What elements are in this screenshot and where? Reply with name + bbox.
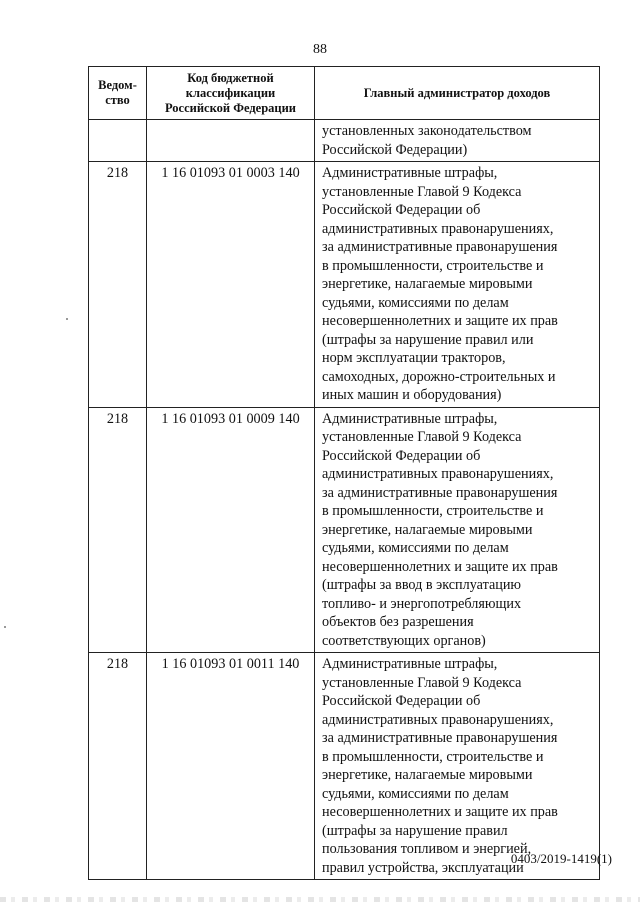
description-line: правил устройства, эксплуатации <box>322 859 524 876</box>
header-code-line: Код бюджетной <box>187 70 274 85</box>
description-line: Административные штрафы, <box>322 656 498 672</box>
scan-speck <box>4 626 6 628</box>
description-line: топливо- и энергопотребляющих <box>322 595 522 612</box>
table-header-row <box>89 67 600 120</box>
dept-cell <box>89 120 147 162</box>
description-line: административных правонарушениях, <box>322 466 554 482</box>
description-line: судьями, комиссиями по делам <box>322 785 509 802</box>
administrator-description-cell <box>315 407 600 653</box>
description-line: энергетике, налагаемые мировыми <box>322 521 533 538</box>
description-line: (штрафы за нарушение правил <box>322 822 508 839</box>
description-line: пользования топливом и энергией, <box>322 841 532 857</box>
description-line: судьями, комиссиями по делам <box>322 540 509 556</box>
table-row <box>89 120 600 162</box>
description-line: самоходных, дорожно-строительных и <box>322 368 556 385</box>
header-code <box>147 67 315 120</box>
table-row <box>89 407 600 653</box>
dept-cell: 218 <box>89 162 147 408</box>
description-line: установленные Главой 9 Кодекса <box>322 183 522 200</box>
description-line: за административные правонарушения <box>322 730 558 746</box>
description-line: соответствующих органов) <box>322 632 486 649</box>
header-dept <box>89 67 147 120</box>
description-line: Административные штрафы, <box>322 410 498 427</box>
budget-code-cell: 1 16 01093 01 0011 140 <box>147 653 315 880</box>
description-line: Административные штрафы, <box>322 165 498 181</box>
header-code-line: классификации <box>185 85 276 100</box>
scan-speck <box>66 318 68 320</box>
description-line: в промышленности, строительстве и <box>322 748 544 765</box>
description-line: несовершеннолетних и защите их прав <box>322 804 558 820</box>
administrator-description-cell <box>315 162 600 408</box>
page-number: 88 <box>313 42 327 57</box>
description-line: за административные правонарушения <box>322 484 558 501</box>
description-line: в промышленности, строительстве и <box>322 257 544 274</box>
administrator-description-cell <box>315 120 600 162</box>
description-line: установленные Главой 9 Кодекса <box>322 674 522 691</box>
table-row <box>89 653 600 880</box>
description-line: в промышленности, строительстве и <box>322 503 544 519</box>
dept-cell: 218 <box>89 653 147 880</box>
description-line: установленные Главой 9 Кодекса <box>322 429 522 445</box>
description-line: несовершеннолетних и защите их прав <box>322 558 558 575</box>
budget-code-cell <box>147 120 315 162</box>
document-code: 0403/2019-1419(1) <box>510 851 612 866</box>
description-line: Российской Федерации об <box>322 693 481 709</box>
scan-artifact-band <box>0 897 640 902</box>
description-line: административных правонарушениях, <box>322 711 554 728</box>
description-line: (штрафы за нарушение правил или <box>322 331 534 348</box>
table-row <box>89 162 600 408</box>
header-dept-line: ство <box>105 93 130 107</box>
description-line: объектов без разрешения <box>322 614 474 630</box>
description-line: энергетике, налагаемые мировыми <box>322 276 533 292</box>
description-line: (штрафы за ввод в эксплуатацию <box>322 577 522 593</box>
description-line: несовершеннолетних и защите их прав <box>322 313 558 329</box>
budget-classification-table <box>88 66 600 880</box>
budget-code-cell: 1 16 01093 01 0009 140 <box>147 407 315 653</box>
description-line: Российской Федерации об <box>322 447 481 464</box>
header-code-line: Российской Федерации <box>164 100 297 115</box>
description-line: судьями, комиссиями по делам <box>322 294 509 311</box>
description-line: установленных законодательством <box>322 123 532 139</box>
description-line: энергетике, налагаемые мировыми <box>322 767 533 783</box>
description-line: иных машин и оборудования) <box>322 387 502 403</box>
description-line: Российской Федерации) <box>322 141 468 158</box>
description-line: норм эксплуатации тракторов, <box>322 350 506 366</box>
header-admin: Главный администратор доходов <box>315 67 600 120</box>
description-line: Российской Федерации об <box>322 202 481 218</box>
dept-cell: 218 <box>89 407 147 653</box>
administrator-description-cell <box>315 653 600 880</box>
header-dept-line: Ведом- <box>98 78 137 92</box>
description-line: административных правонарушениях, <box>322 220 554 237</box>
budget-code-cell: 1 16 01093 01 0003 140 <box>147 162 315 408</box>
description-line: за административные правонарушения <box>322 239 558 255</box>
